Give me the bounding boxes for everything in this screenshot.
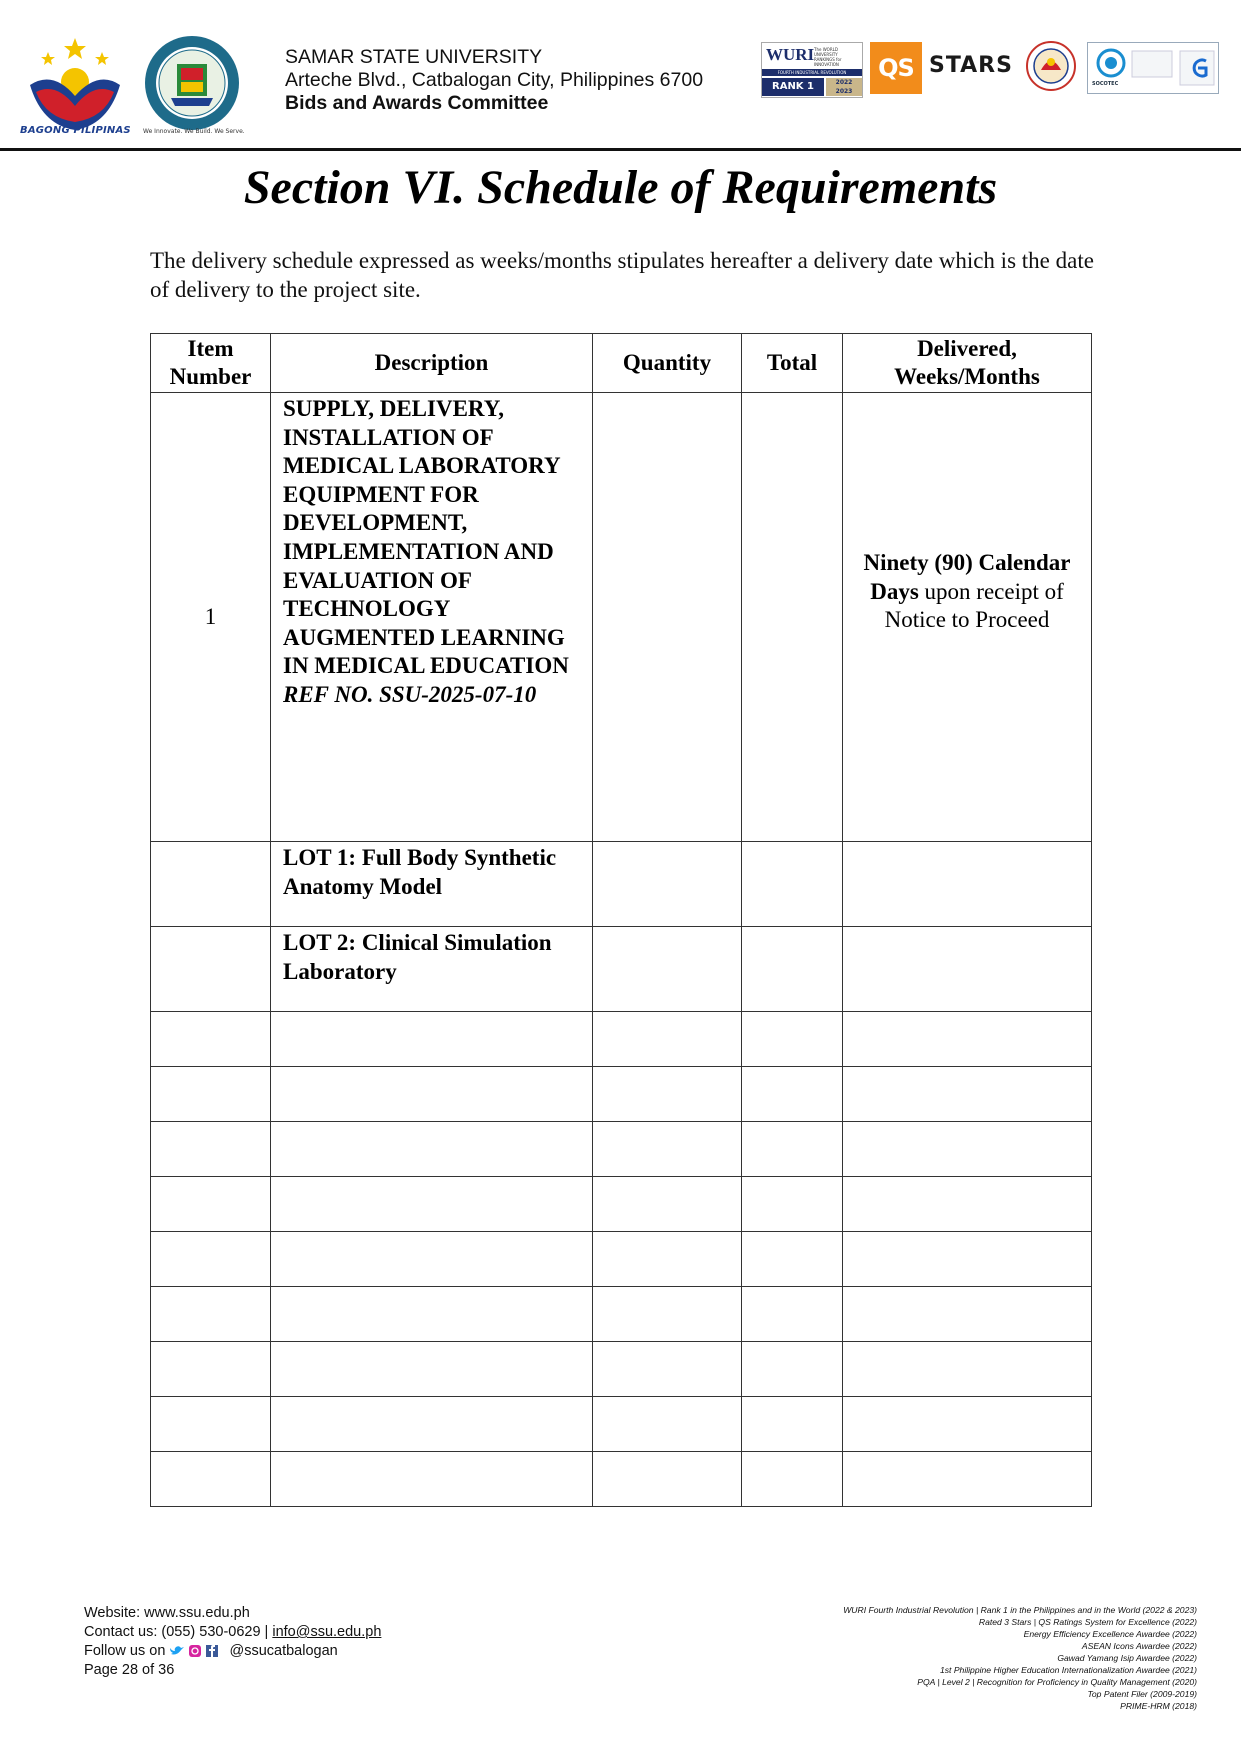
award-line: Top Patent Filer (2009-2019)	[1087, 1689, 1197, 1699]
award-line: Rated 3 Stars | QS Ratings System for Excellence (2022)	[978, 1617, 1197, 1627]
footer-phone: Contact us: (055) 530-0629 |	[84, 1624, 273, 1640]
description-cell	[271, 1177, 593, 1232]
total-cell	[742, 1177, 843, 1232]
delivery-cell	[843, 1067, 1092, 1122]
item-number-cell	[151, 1122, 271, 1177]
page-header	[0, 0, 1241, 150]
description-cell	[271, 1122, 593, 1177]
socotec-label: SOCOTEC	[1092, 81, 1119, 87]
footer-contact-line	[84, 1623, 381, 1642]
quantity-cell	[593, 1012, 742, 1067]
wurj-year-top: 2022	[835, 79, 853, 86]
item-number-cell	[151, 1177, 271, 1232]
award-line: WURI Fourth Industrial Revolution | Rank 1 in the Philippines and in the World (2022 & 2023)	[843, 1605, 1197, 1615]
socotec-badge	[1087, 42, 1219, 94]
quantity-cell	[593, 1177, 742, 1232]
total-cell	[742, 1067, 843, 1122]
table-row	[151, 1287, 1092, 1342]
delivery-cell	[843, 842, 1092, 927]
wurj-years	[826, 78, 862, 96]
footer-email-link[interactable]: info@ssu.edu.ph	[272, 1624, 382, 1640]
item-number-cell	[151, 1342, 271, 1397]
description-cell	[271, 1287, 593, 1342]
quantity-cell	[593, 1067, 742, 1122]
award-line: Energy Efficiency Excellence Awardee (2022)	[1023, 1629, 1197, 1639]
quantity-cell	[593, 1397, 742, 1452]
wurj-year-bottom: 2023	[835, 88, 853, 95]
header-total: Total	[742, 334, 843, 393]
quantity-cell	[593, 1342, 742, 1397]
committee-name: Bids and Awards Committee	[285, 92, 549, 114]
intro-paragraph: The delivery schedule expressed as weeks/months stipulates hereafter a delivery date which is the date of delivery to the project site.	[150, 248, 1094, 302]
table-row	[151, 1232, 1092, 1287]
table-row	[151, 1342, 1092, 1397]
footer-website[interactable]: Website: www.ssu.edu.ph	[84, 1605, 250, 1621]
delivery-cell	[843, 393, 1092, 842]
social-icons[interactable]	[169, 1644, 225, 1658]
requirements-table	[150, 333, 1092, 1507]
header-divider	[0, 148, 1241, 151]
reference-number: REF NO. SSU-2025-07-10	[283, 681, 537, 707]
quantity-cell	[593, 1287, 742, 1342]
delivery-cell	[843, 927, 1092, 1012]
bagong-pilipinas-text: BAGONG PILIPINAS	[20, 125, 131, 136]
delivery-cell	[843, 1012, 1092, 1067]
total-cell	[742, 927, 843, 1012]
total-cell	[742, 1012, 843, 1067]
item-number-cell	[151, 1067, 271, 1122]
university-address: Arteche Blvd., Catbalogan City, Philippines 6700	[285, 69, 704, 91]
qs-stars-text: STARS	[929, 53, 1013, 78]
table-row	[151, 1397, 1092, 1452]
delivery-cell	[843, 1122, 1092, 1177]
item-number-cell	[151, 1012, 271, 1067]
delivery-period: Ninety (90) Calendar Days	[863, 550, 1071, 604]
description-text: SUPPLY, DELIVERY, INSTALLATION OF MEDICAL LABORATORY EQUIPMENT FOR DEVELOPMENT, IMPLEMENTATION AND EVALUATION OF TECHNOLOGY AUGMENTED LEARNING IN MEDICAL EDUCATION	[283, 396, 569, 679]
award-seal-icon	[1025, 40, 1077, 92]
item-number-cell	[151, 927, 271, 1012]
wurj-rank: RANK 1	[762, 78, 824, 96]
description-cell	[271, 1012, 593, 1067]
total-cell	[742, 1397, 843, 1452]
item-number-cell	[151, 842, 271, 927]
table-row	[151, 1452, 1092, 1507]
instagram-icon	[189, 1645, 201, 1657]
section-title: Section VI. Schedule of Requirements	[243, 161, 998, 214]
footer-follow-text: Follow us on	[84, 1643, 166, 1659]
quantity-cell	[593, 927, 742, 1012]
description-cell	[271, 1397, 593, 1452]
award-line: 1st Philippine Higher Education Internationalization Awardee (2021)	[939, 1665, 1197, 1675]
description-cell	[271, 1232, 593, 1287]
delivery-condition: upon receipt of Notice to Proceed	[884, 578, 1064, 633]
total-cell	[742, 1452, 843, 1507]
wurj-band-text: FOURTH INDUSTRIAL REVOLUTION	[762, 69, 862, 76]
award-line: Gawad Yamang Isip Awardee (2022)	[1057, 1653, 1197, 1663]
quantity-cell	[593, 1232, 742, 1287]
university-name: SAMAR STATE UNIVERSITY	[285, 46, 543, 68]
footer-social-line	[84, 1642, 381, 1661]
delivery-cell	[843, 1232, 1092, 1287]
table-row	[151, 393, 1092, 842]
delivery-cell	[843, 1397, 1092, 1452]
quantity-cell	[593, 1452, 742, 1507]
quantity-cell	[593, 842, 742, 927]
header-delivered: Delivered, Weeks/Months	[843, 334, 1092, 393]
footer-handle: @ssucatbalogan	[229, 1643, 338, 1659]
header-item-number: Item Number	[151, 334, 271, 393]
university-info	[285, 46, 703, 115]
quantity-cell	[593, 1122, 742, 1177]
description-cell	[271, 1067, 593, 1122]
table-row	[151, 1122, 1092, 1177]
total-cell	[742, 393, 843, 842]
table-row	[151, 1177, 1092, 1232]
total-cell	[742, 1342, 843, 1397]
twitter-icon	[170, 1646, 184, 1654]
ssu-tagline: We Innovate. We Build. We Serve.	[143, 128, 245, 135]
ssu-seal-logo	[143, 34, 241, 132]
item-number-cell	[151, 1287, 271, 1342]
qs-logo: QS	[870, 42, 922, 94]
table-row	[151, 927, 1092, 1012]
bagong-pilipinas-logo	[18, 30, 133, 140]
quantity-cell	[593, 393, 742, 842]
lot-description-cell: LOT 2: Clinical Simulation Laboratory	[271, 927, 593, 1012]
delivery-cell	[843, 1342, 1092, 1397]
total-cell	[742, 1232, 843, 1287]
facebook-icon	[206, 1645, 218, 1657]
award-line: PRIME-HRM (2018)	[1120, 1701, 1197, 1711]
total-cell	[742, 1122, 843, 1177]
header-quantity: Quantity	[593, 334, 742, 393]
item-number-cell	[151, 1452, 271, 1507]
delivery-cell	[843, 1452, 1092, 1507]
total-cell	[742, 1287, 843, 1342]
delivery-cell	[843, 1177, 1092, 1232]
lot-description-cell: LOT 1: Full Body Synthetic Anatomy Model	[271, 842, 593, 927]
item-number-cell	[151, 1397, 271, 1452]
footer-contact	[84, 1604, 381, 1680]
wurj-badge	[761, 42, 863, 98]
table-header-row	[151, 334, 1092, 393]
description-cell	[271, 1342, 593, 1397]
description-cell	[271, 1452, 593, 1507]
total-cell	[742, 842, 843, 927]
table-row	[151, 842, 1092, 927]
item-number-cell	[151, 1232, 271, 1287]
award-line: PQA | Level 2 | Recognition for Proficiency in Quality Management (2020)	[917, 1677, 1197, 1687]
header-description: Description	[271, 334, 593, 393]
award-line: ASEAN Icons Awardee (2022)	[1081, 1641, 1197, 1651]
page-number: Page 28 of 36	[84, 1662, 175, 1678]
footer-awards	[677, 1604, 1197, 1712]
wurj-name: WURI	[766, 45, 815, 64]
table-row	[151, 1067, 1092, 1122]
item-number-cell: 1	[151, 393, 271, 842]
description-cell	[271, 393, 593, 842]
table-row	[151, 1012, 1092, 1067]
delivery-cell	[843, 1287, 1092, 1342]
wurj-small-text: The WORLD UNIVERSITY RANKINGS for INNOVATION	[814, 47, 842, 67]
